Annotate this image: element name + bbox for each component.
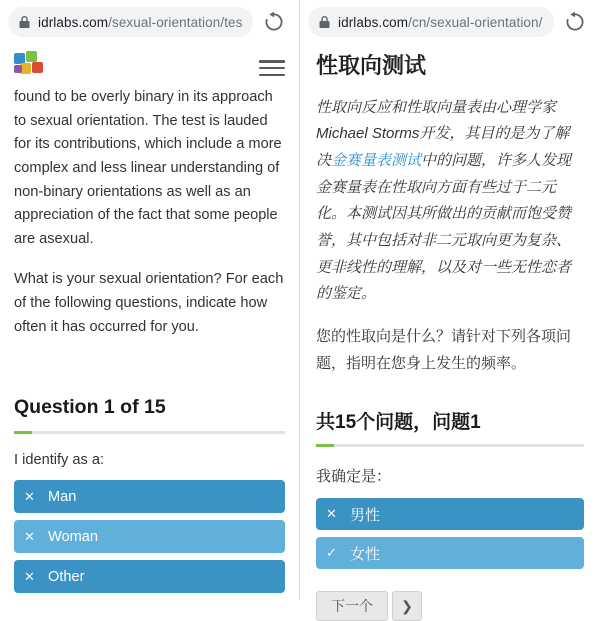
option-mark-icon: ✕ xyxy=(24,568,35,584)
right-lead-paragraph xyxy=(316,95,584,309)
right-nav-row xyxy=(316,591,584,621)
left-content xyxy=(0,86,299,593)
page-title: 性取向测试 xyxy=(316,53,427,78)
right-options-list xyxy=(316,498,584,569)
option-label: 女性 xyxy=(350,545,381,563)
option-man[interactable] xyxy=(14,480,285,513)
next-arrow-icon[interactable]: ❯ xyxy=(392,591,422,621)
option-other[interactable] xyxy=(14,560,285,593)
right-progress-fill xyxy=(316,444,334,447)
left-paragraph-1: found to be overly binary in its approach to sexual orientation. The test is lauded for its contributions, which include a more complex and less linear understanding of non-binary orientations as well as an appreciation of the fact that some people are asexual. xyxy=(14,89,282,247)
option-label: Other xyxy=(48,568,85,585)
option-label: Man xyxy=(48,488,77,505)
right-question-prompt: 我确定是： xyxy=(316,468,392,486)
lock-icon xyxy=(318,15,331,29)
left-browser-toolbar xyxy=(0,0,299,44)
left-address-bar[interactable] xyxy=(8,7,253,37)
left-url-host: idrlabs.com xyxy=(38,14,109,30)
left-progress-fill xyxy=(14,431,32,434)
right-paragraph: 您的性取向是什么？请针对下列各项问题，指明在您身上发生的频率。 xyxy=(316,328,572,372)
left-options-list xyxy=(14,480,285,593)
left-paragraph-2: What is your sexual orientation? For each of the following questions, indicate how often it has occurred for you. xyxy=(14,271,284,335)
left-url-path: /sexual-orientation/tes xyxy=(108,14,243,30)
kinsey-scale-link[interactable]: 金赛量表测试 xyxy=(331,151,422,169)
option-mark-icon: ✕ xyxy=(24,488,35,504)
left-question-title: Question 1 of 15 xyxy=(14,396,166,419)
option-check-icon: ✓ xyxy=(326,545,337,561)
option-woman[interactable] xyxy=(14,520,285,553)
reload-icon xyxy=(564,11,586,33)
right-reload-button[interactable] xyxy=(558,5,592,39)
next-button[interactable]: 下一个 xyxy=(316,591,388,621)
right-progress-bar xyxy=(316,444,584,447)
option-female[interactable] xyxy=(316,537,584,569)
left-browser-pane xyxy=(0,0,300,600)
option-mark-icon: ✕ xyxy=(24,528,35,544)
lock-icon xyxy=(18,15,31,29)
right-url-host: idrlabs.com xyxy=(338,14,409,30)
right-address-bar[interactable] xyxy=(308,7,554,37)
right-browser-toolbar xyxy=(300,0,600,44)
right-browser-pane xyxy=(300,0,600,615)
left-reload-button[interactable] xyxy=(257,5,291,39)
left-question-prompt: I identify as a: xyxy=(14,452,105,469)
hamburger-menu-icon[interactable] xyxy=(259,58,285,78)
reload-icon xyxy=(263,11,285,33)
left-progress-bar xyxy=(14,431,285,434)
option-label: Woman xyxy=(48,528,99,545)
right-content xyxy=(300,52,600,621)
lead-part-1: 性取向反应和性取向量表由心理学家Michael Storms开发，其目的是为了解决 xyxy=(316,98,570,169)
right-question-title: 共15个问题，问题1 xyxy=(316,412,481,434)
right-url-text xyxy=(338,15,543,30)
idrlabs-logo[interactable] xyxy=(14,51,56,85)
option-label: 男性 xyxy=(350,506,381,524)
left-url-text xyxy=(38,15,243,30)
lead-part-3: 中的问题，许多人发现金赛量表在性取向方面有些过于二元化。本测试因其所做出的贡献而饱受赞誉，其中包括对非二元取向更为复杂、更非线性的理解，以及对一些无性恋者的鉴定。 xyxy=(316,151,572,303)
option-male[interactable] xyxy=(316,498,584,530)
right-url-path: /cn/sexual-orientation/ xyxy=(408,14,543,30)
left-site-header xyxy=(0,44,299,88)
option-mark-icon: ✕ xyxy=(326,506,337,522)
